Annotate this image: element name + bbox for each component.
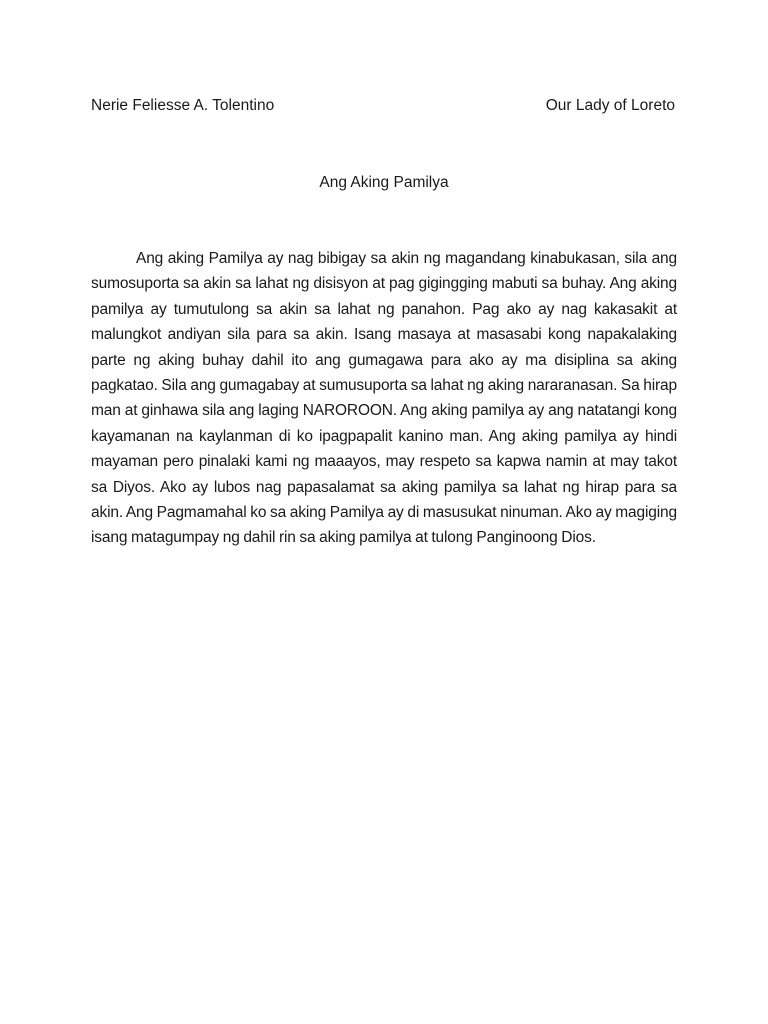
essay-paragraph: Ang aking Pamilya ay nag bibigay sa akin ng magandang kinabukasan, sila ang sumosuporta sa akin sa lahat ng disisyon at pag gigingging mabuti sa buhay. Ang aking pamilya ay tumutulong sa akin sa lahat ng panahon. Pag ako ay nag kakasakit at malungkot andiyan sila para sa akin. Isang masaya at masasabi kong napakalaking parte ng aking buhay dahil ito ang gumagawa para ako ay ma disiplina sa aking pagkatao. Sila ang gumagabay at sumusuporta sa lahat ng aking nararanasan. Sa hirap man at ginhawa sila ang laging NAROROON. Ang aking pamilya ay ang natatangi kong kayamanan na kaylanman di ko ipagpapalit kanino man. Ang aking pamilya ay hindi mayaman pero pinalaki kami ng maaayos, may respeto sa kapwa namin at may takot sa Diyos. Ako ay lubos nag papasalamat sa aking pamilya sa lahat ng hirap para sa akin. Ang Pagmamahal ko sa aking Pamilya ay di masusukat ninuman. Ako ay magiging isang matagumpay ng dahil rin sa aking pamilya at tulong Panginoong Dios.	[91, 250, 677, 547]
school-name: Our Lady of Loreto	[545, 97, 675, 114]
document-title: Ang Aking Pamilya	[319, 174, 449, 191]
author-name: Nerie Feliesse A. Tolentino	[91, 97, 275, 114]
